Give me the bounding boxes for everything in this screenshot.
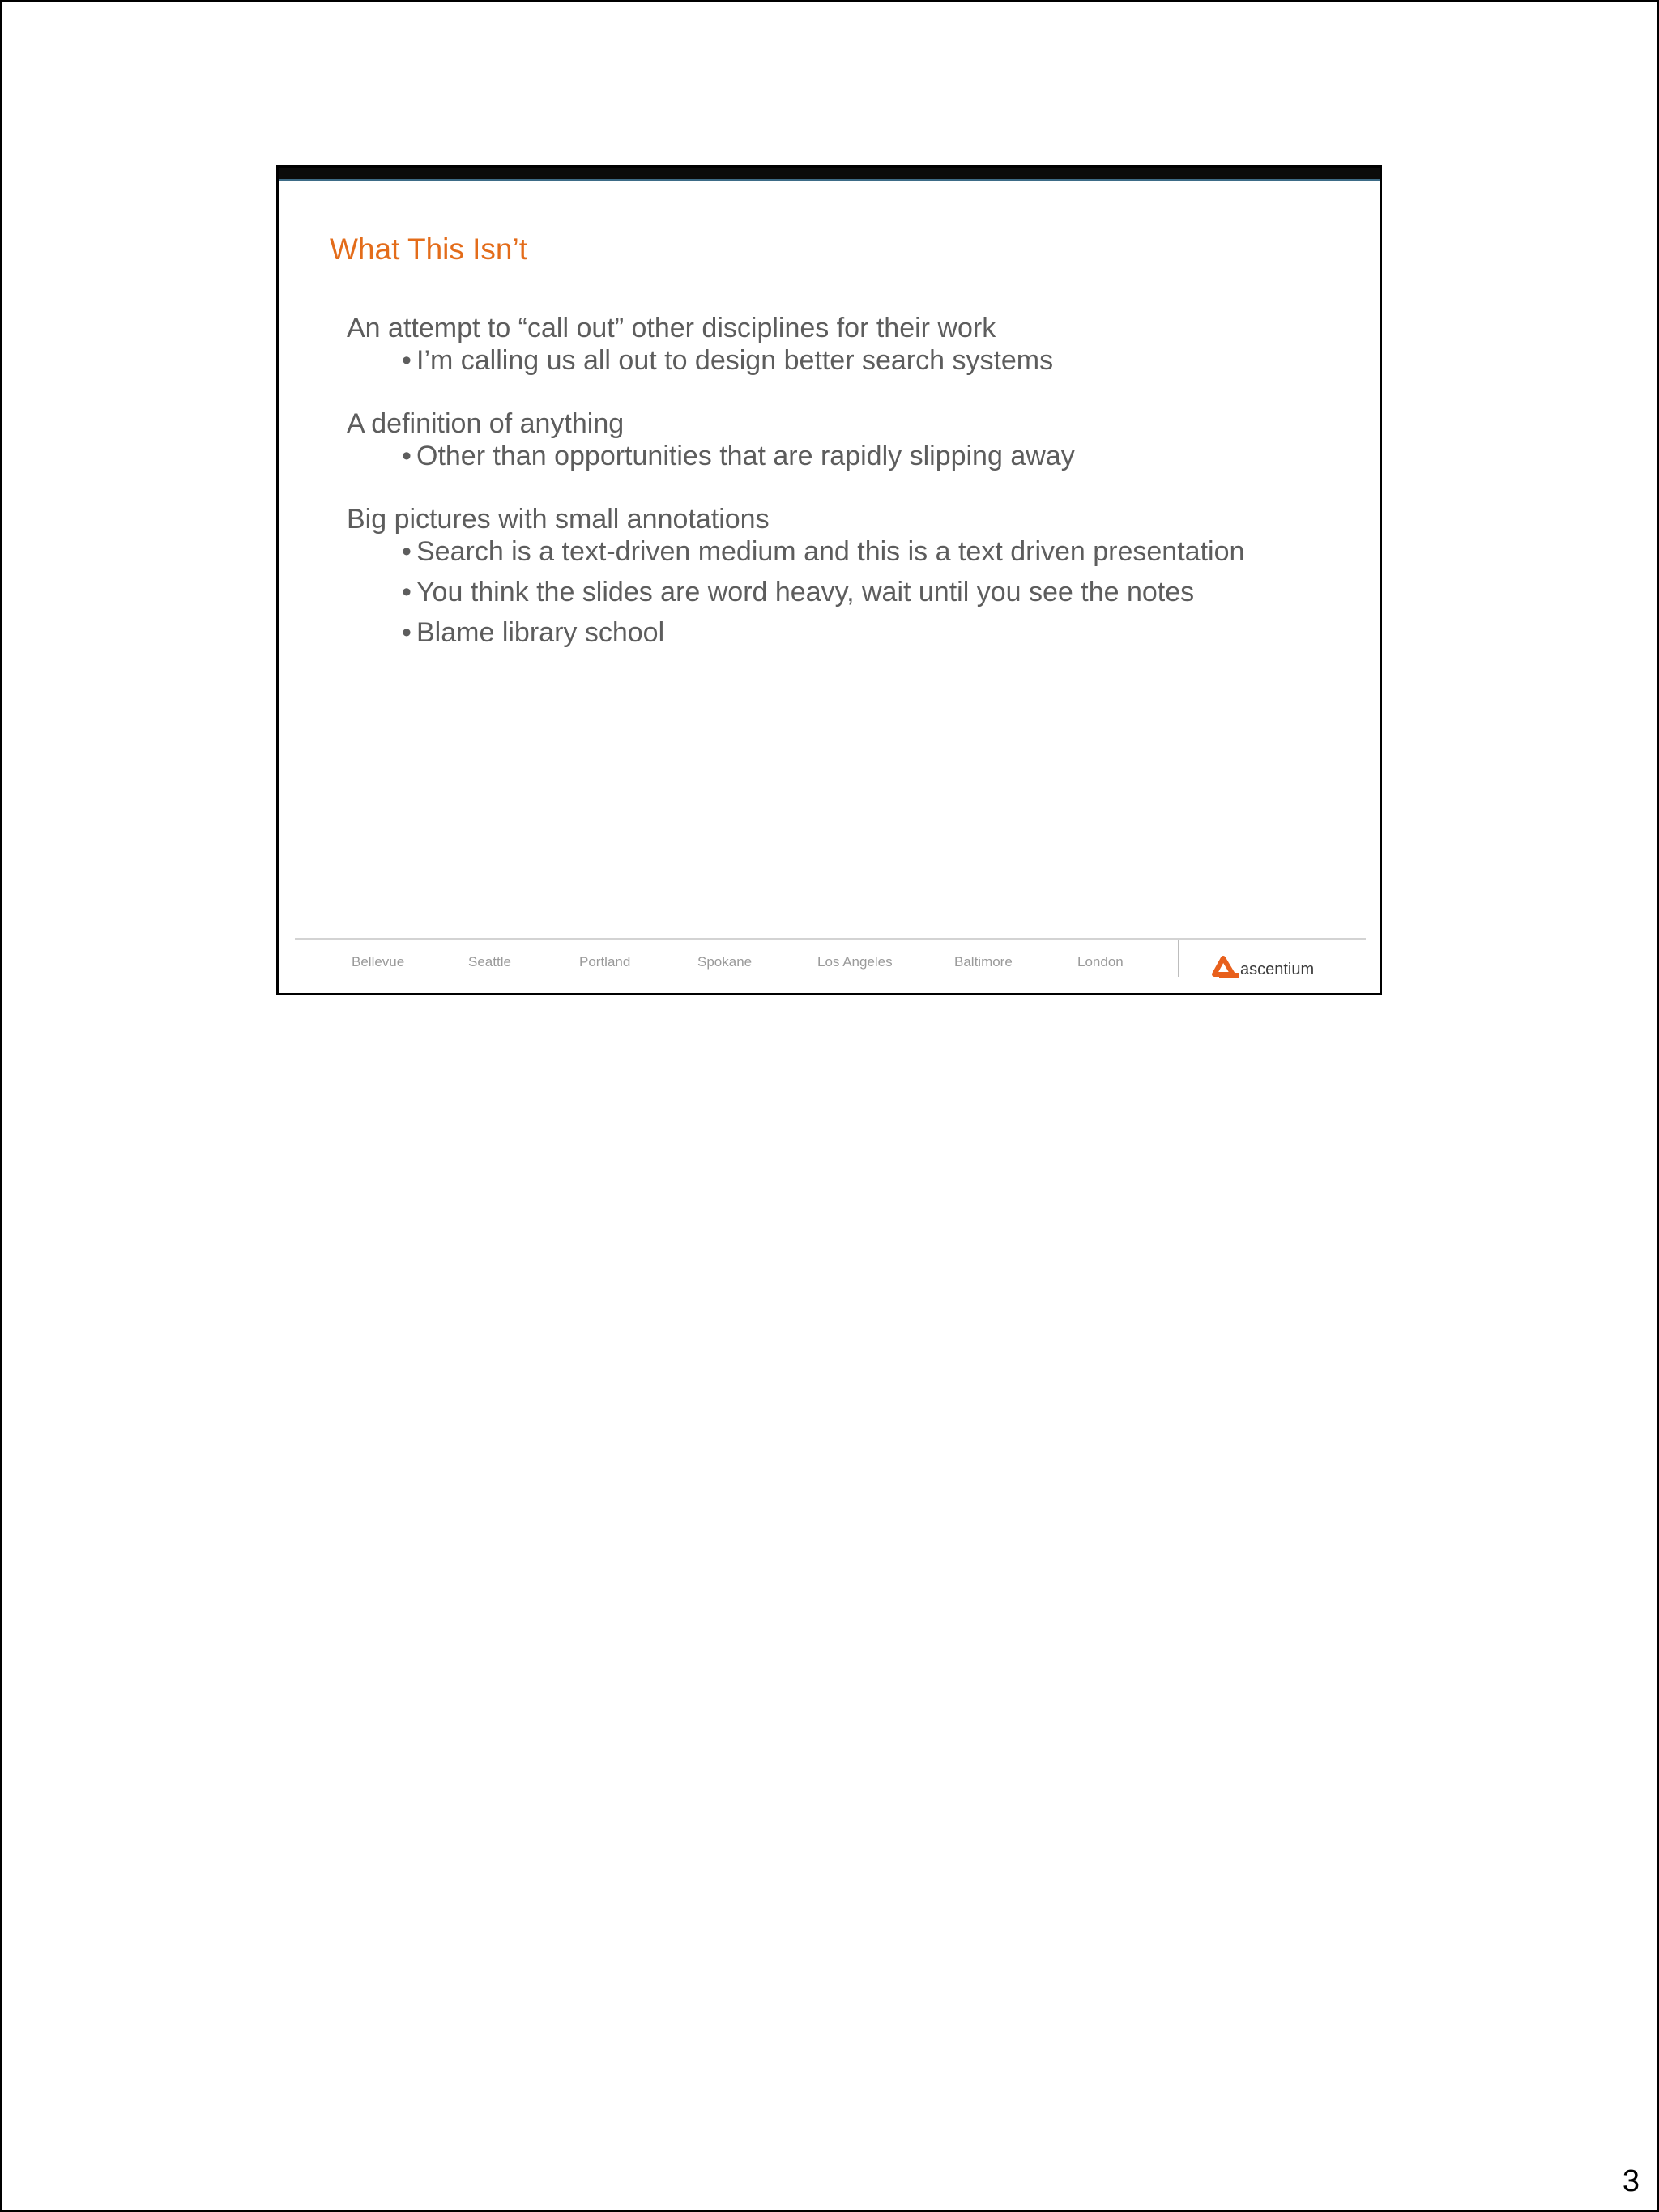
point-3	[347, 503, 1367, 649]
logo-text: ascentium	[1240, 961, 1315, 978]
slide-top-bar-accent	[279, 179, 1380, 181]
point-1	[347, 312, 1367, 377]
footer-city-los-angeles: Los Angeles	[817, 954, 893, 970]
sub-list	[347, 344, 1367, 377]
sub-item-text: I’m calling us all out to design better search systems	[416, 345, 1054, 376]
sub-item	[347, 576, 1367, 608]
bullet-icon: •	[402, 345, 412, 376]
page-number: 3	[1622, 2164, 1640, 2198]
footer-city-seattle: Seattle	[468, 954, 511, 970]
footer-city-spokane: Spokane	[697, 954, 753, 970]
point-text: A definition of anything	[347, 408, 625, 439]
ascentium-logo-icon	[1211, 954, 1239, 978]
sub-item	[347, 616, 1367, 649]
footer-city-portland: Portland	[579, 954, 631, 970]
bullet-icon: •	[402, 617, 412, 648]
sub-item	[347, 440, 1367, 472]
sub-item	[347, 535, 1367, 568]
sub-item-text: Blame library school	[416, 617, 665, 648]
slide-top-bar	[279, 168, 1380, 179]
bullet-icon: •	[402, 441, 412, 471]
sub-item-text: Search is a text-driven medium and this is a text driven presentation	[416, 536, 1245, 567]
sub-item-text: Other than opportunities that are rapidly slipping away	[416, 441, 1075, 471]
point-2	[347, 407, 1367, 472]
slide-thumbnail	[276, 165, 1382, 995]
sub-list	[347, 440, 1367, 472]
slide-title: What This Isn’t	[330, 232, 528, 266]
footer-city-bellevue: Bellevue	[352, 954, 405, 970]
slide-body	[347, 312, 1367, 649]
footer-city-baltimore: Baltimore	[954, 954, 1013, 970]
ascentium-logo	[1211, 951, 1314, 978]
footer-city-london: London	[1077, 954, 1124, 970]
slide-footer	[295, 938, 1366, 988]
footer-divider	[1178, 940, 1179, 977]
point-text: Big pictures with small annotations	[347, 504, 770, 535]
sub-item-text: You think the slides are word heavy, wait until you see the notes	[416, 577, 1195, 607]
sub-item	[347, 344, 1367, 377]
bullet-icon: •	[402, 536, 412, 567]
point-text: An attempt to “call out” other disciplines for their work	[347, 313, 996, 343]
bullet-icon: •	[402, 577, 412, 607]
sub-list	[347, 535, 1367, 649]
